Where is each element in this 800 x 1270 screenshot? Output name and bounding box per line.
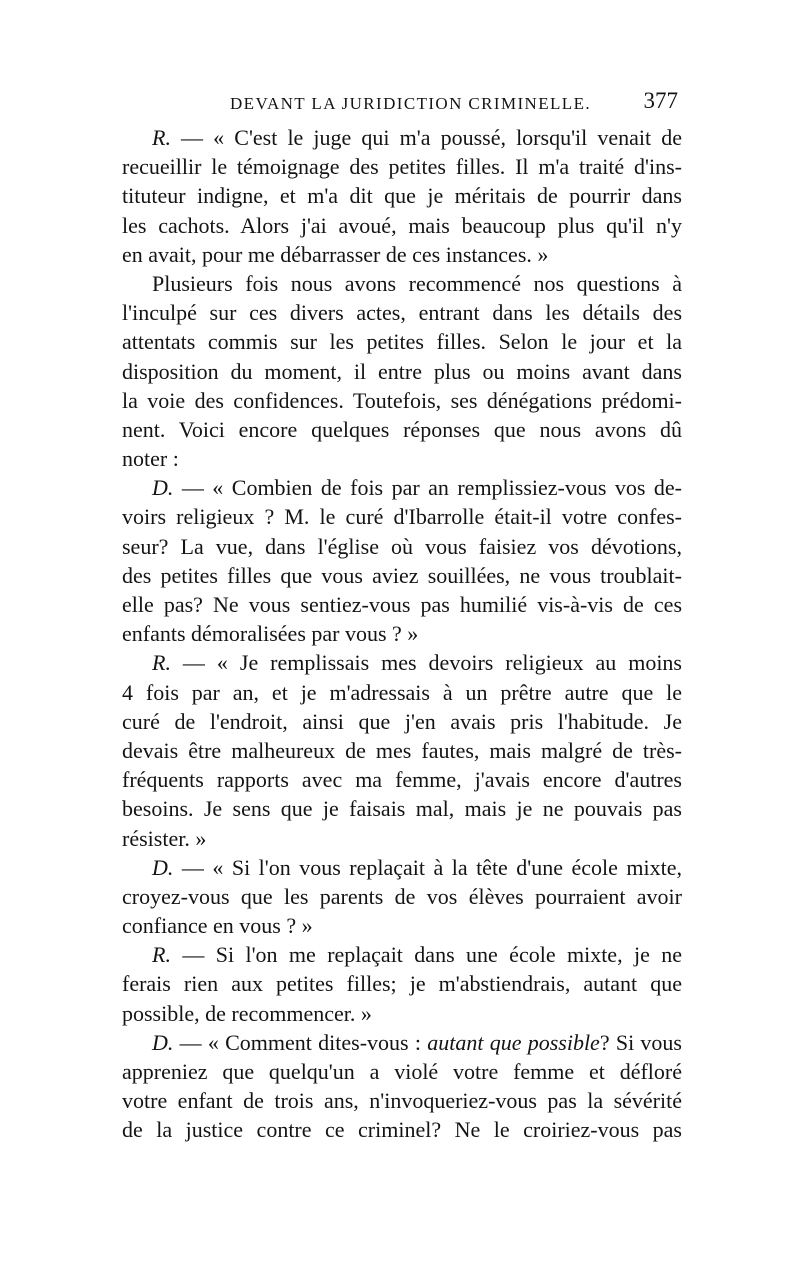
text-line: curé de l'endroit, ainsi que j'en avais pris l'habitude. Je — [122, 708, 682, 734]
text-line: la voie des confidences. Toutefois, ses dénégations prédomi- — [122, 387, 682, 413]
text-line: appreniez que quelqu'un a violé votre femme et défloré — [122, 1059, 682, 1084]
speaker-label: D. — [152, 1029, 174, 1055]
text-line: R. — « Je remplissais mes devoirs religieux au moins — [152, 650, 682, 676]
text-line: 4 fois par an, et je m'adressais à un prêtre autre que le — [122, 679, 682, 705]
text-line: besoins. Je sens que je faisais mal, mais je ne pouvais pas — [122, 796, 682, 822]
running-title: DEVANT LA JURIDICTION CRIMINELLE. — [230, 94, 591, 113]
text-line: votre enfant de trois ans, n'invoqueriez-vous pas la sévérité — [122, 1088, 682, 1114]
text-line: possible, de recommencer. » — [122, 1000, 372, 1026]
text-line: de la justice contre ce criminel? Ne le croiriez-vous pas — [122, 1117, 682, 1143]
text-line: R. — « C'est le juge qui m'a poussé, lorsqu'il venait de — [152, 125, 682, 150]
text-line: enfants démoralisées par vous ? » — [122, 621, 419, 647]
text-line: tituteur indigne, et m'a dit que je méritais de pourrir dans — [122, 183, 682, 209]
text-line: croyez-vous que les parents de vos élèves pourraient avoir — [122, 883, 682, 909]
text-line: D. — « Combien de fois par an remplissiez-vous vos de- — [152, 475, 682, 501]
text-line: recueillir le témoignage des petites filles. Il m'a traité d'ins- — [122, 154, 682, 180]
text-line: attentats commis sur les petites filles. Selon le jour et la — [122, 329, 682, 355]
body-text — [122, 123, 682, 1145]
running-head — [122, 88, 682, 122]
text-line: résister. » — [122, 825, 207, 851]
text-line: D. — « Si l'on vous replaçait à la tête d'une école mixte, — [152, 854, 682, 880]
text-line: des petites filles que vous aviez souillées, ne vous troublait- — [122, 562, 682, 588]
text-line: confiance en vous ? » — [122, 913, 313, 939]
speaker-label: R. — [152, 942, 171, 968]
text-line: devais être malheureux de mes fautes, mais malgré de très- — [122, 737, 682, 763]
text-line: nent. Voici encore quelques réponses que nous avons dû — [122, 416, 682, 442]
text-line: disposition du moment, il entre plus ou moins avant dans — [122, 358, 682, 384]
text-line: noter : — [122, 446, 179, 472]
text-line: D. — « Comment dites-vous : autant que possible? Si vous — [152, 1029, 682, 1055]
text-line: Plusieurs fois nous avons recommencé nos questions à — [152, 270, 682, 296]
speaker-label: R. — [152, 650, 171, 676]
text-line: elle pas? Ne vous sentiez-vous pas humilié vis-à-vis de ces — [122, 592, 682, 617]
text-line: seur? La vue, dans l'église où vous faisiez vos dévotions, — [122, 533, 682, 559]
text-line: l'inculpé sur ces divers actes, entrant dans les détails des — [122, 300, 682, 326]
text-line: en avait, pour me débarrasser de ces instances. » — [122, 241, 549, 267]
text-line: voirs religieux ? M. le curé d'Ibarrolle était-il votre confes- — [122, 504, 682, 530]
emphasized-phrase: autant que possible — [427, 1029, 600, 1055]
speaker-label: D. — [152, 475, 174, 501]
page-number: 377 — [643, 88, 678, 113]
speaker-label: R. — [152, 125, 171, 150]
text-line: R. — Si l'on me replaçait dans une école mixte, je ne — [152, 942, 682, 968]
speaker-label: D. — [152, 854, 174, 880]
text-line: fréquents rapports avec ma femme, j'avais encore d'autres — [122, 767, 682, 793]
text-line: les cachots. Alors j'ai avoué, mais beaucoup plus qu'il n'y — [122, 212, 682, 238]
text-line: ferais rien aux petites filles; je m'abstiendrais, autant que — [122, 971, 682, 997]
